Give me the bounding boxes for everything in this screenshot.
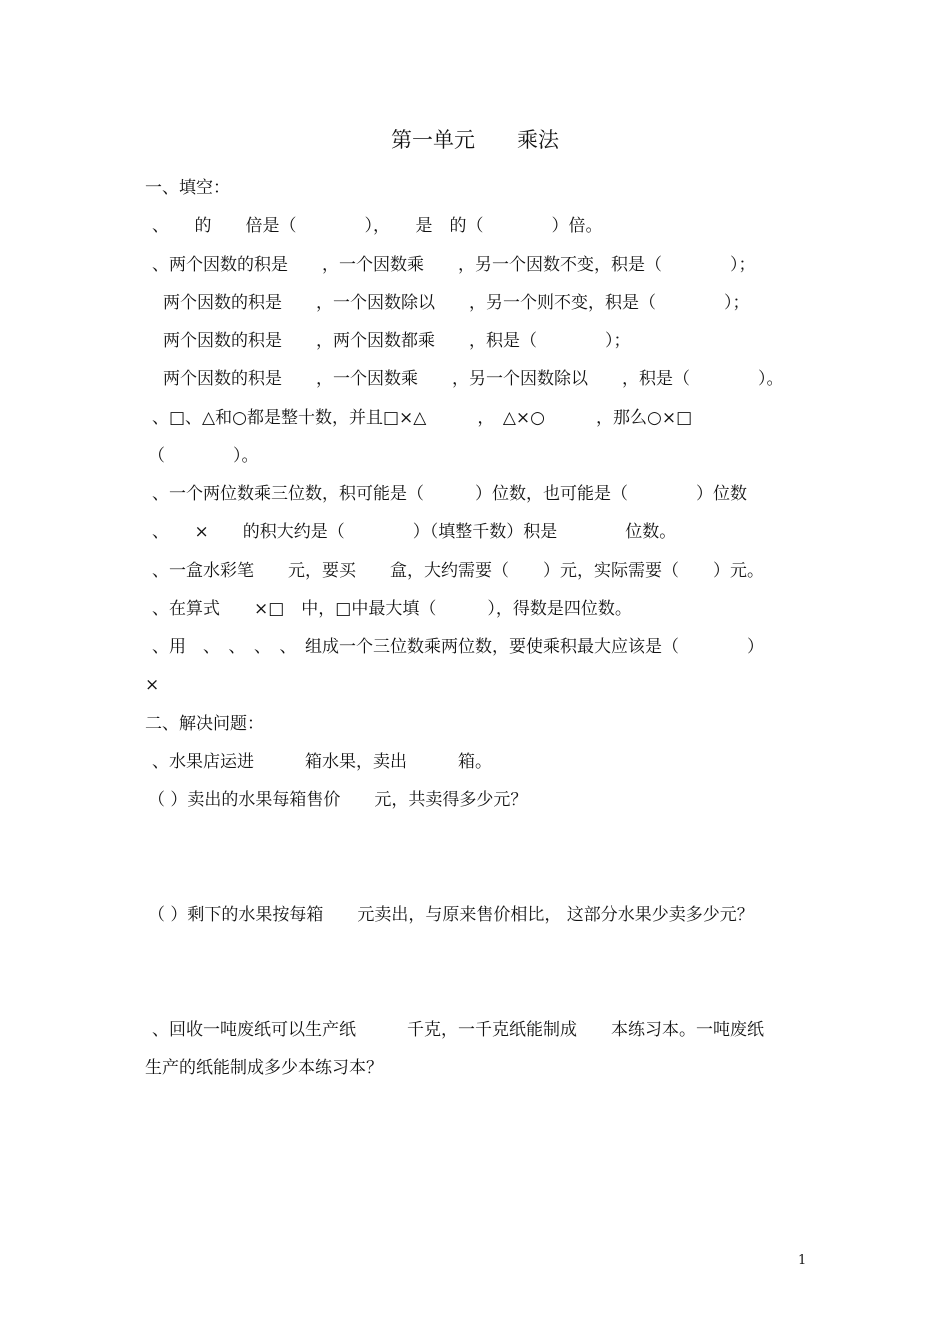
page-title: 第一单元 乘法 [391, 128, 559, 152]
question-line: 、一盒水彩笔 元，要买 盒，大约需要（ ）元，实际需要（ ）元。 [152, 561, 764, 581]
question-line: 、用 、 、 、 、 组成一个三位数乘两位数，要使乘积最大应该是（ ） [152, 637, 764, 657]
question-line: 、 × 的积大约是（ ）（填整千数）积是 位数。 [152, 522, 677, 542]
section-heading-fill-blank: 一、填空： [145, 178, 230, 198]
problem-line: （ ）卖出的水果每箱售价 元，共卖得多少元？ [148, 790, 528, 810]
question-line: 两个因数的积是 ，一个因数除以 ，另一个则不变，积是（ ）； [163, 293, 750, 313]
question-line: 、在算式 ×□ 中，□中最大填（ ），得数是四位数。 [152, 599, 632, 619]
question-line: 、□、△和○都是整十数，并且□×△ ， △×○ ，那么○×□ [152, 408, 693, 428]
question-line: × [145, 675, 160, 695]
question-line: 两个因数的积是 ，两个因数都乘 ，积是（ ）； [163, 331, 631, 351]
question-line: 、一个两位数乘三位数，积可能是（ ）位数，也可能是（ ）位数 [152, 484, 747, 504]
section-heading-problems: 二、解决问题： [145, 714, 264, 734]
page-number: 1 [798, 1253, 807, 1268]
problem-line: 、回收一吨废纸可以生产纸 千克，一千克纸能制成 本练习本。一吨废纸 [152, 1020, 764, 1040]
question-line: 、 的 倍是（ ）， 是 的（ ）倍。 [152, 216, 603, 236]
question-line: 、两个因数的积是 ，一个因数乘 ，另一个因数不变，积是（ ）； [152, 255, 756, 275]
problem-line: 生产的纸能制成多少本练习本？ [145, 1058, 383, 1078]
problem-line: 、水果店运进 箱水果，卖出 箱。 [152, 752, 492, 772]
problem-line: （ ）剩下的水果按每箱 元卖出，与原来售价相比， 这部分水果少卖多少元？ [148, 905, 754, 925]
question-line: 两个因数的积是 ，一个因数乘 ，另一个因数除以 ，积是（ ）。 [163, 369, 784, 389]
question-line: （ ）。 [148, 446, 259, 466]
